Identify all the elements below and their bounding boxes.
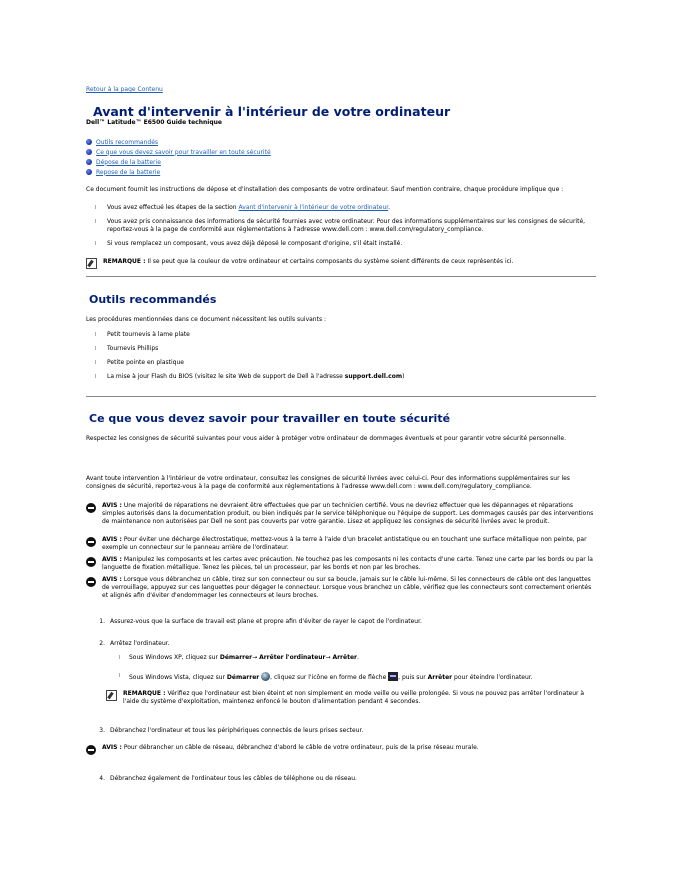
section-divider — [86, 276, 596, 277]
bullet-icon — [86, 139, 92, 145]
shutdown-note: REMARQUE : Vérifiez que l'ordinateur est bien éteint et non simplement en mode veille ou veille prolongée. Si vous ne pouvez pas arrêter l'ordinateur à l'aide du système d'exploitation, maintenez enfoncé le bouton d'alimentation pendant 4 secondes. — [106, 690, 596, 706]
section-title-safety: Ce que vous devez savoir pour travailler en toute sécurité — [89, 412, 451, 425]
warning-icon — [86, 745, 96, 755]
bullet-icon — [86, 169, 92, 175]
bullet-icon — [86, 149, 92, 155]
windows-start-icon — [261, 672, 270, 681]
toc-item-safety — [86, 147, 271, 157]
warning-icon — [86, 537, 96, 547]
section-title-tools: Outils recommandés — [89, 293, 217, 306]
list-item: l La mise à jour Flash du BIOS (visitez le site Web de support de Dell à l'adresse support.dell.com) — [95, 373, 405, 380]
list-item: l Tournevis Phillips — [95, 345, 159, 352]
warning-icon — [86, 503, 96, 513]
toc-link-replace-battery[interactable]: Repose de la batterie — [96, 168, 161, 176]
avis-electrostatic: AVIS : Pour éviter une décharge électrostatique, mettez-vous à la terre à l'aide d'un bracelet antistatique ou en touchant une surface métallique non peinte, par exemple un connecteur sur le panneau arrière de l'ordinateur. — [86, 536, 596, 552]
avis-network: AVIS : Pour débrancher un câble de réseau, débranchez d'abord le câble de votre ordinateur, puis de la prise réseau murale. — [86, 744, 596, 755]
section-divider — [86, 396, 596, 397]
step-1: 1. Assurez-vous que la surface de travail est plane et propre afin d'éviter de rayer le capot de l'ordinateur. — [99, 618, 422, 625]
tools-intro: Les procédures mentionnées dans ce document nécessitent les outils suivants : — [86, 316, 327, 323]
tools-list — [86, 331, 596, 381]
intro-conditions-list — [86, 204, 596, 248]
list-item: l Si vous remplacez un composant, vous avez déjà déposé le composant d'origine, s'il était installé. — [95, 240, 403, 247]
intro-paragraph: Ce document fournit les instructions de dépose et d'installation des composants de votre ordinateur. Sauf mention contraire, chaque procédure implique que : — [86, 186, 564, 193]
doc-subtitle: Dell™ Latitude™ E6500 Guide technique — [86, 119, 222, 126]
safety-intro: Respectez les consignes de sécurité suivantes pour vous aider à protéger votre ordinateur de dommages éventuels et pour garantir votre sécurité personnelle. — [86, 435, 566, 442]
toc-item-tools — [86, 137, 271, 147]
avis-repairs: AVIS : Une majorité de réparations ne devraient être effectuées que par un technicien certifié. Vous ne devriez effectuer que les dépannages et réparations simples autorisés dans la documentation produit, ou bien indiqués par le service téléphonique ou l'équipe de support. Les dommages causés par des interventions de maintenance non autorisées par Dell ne sont pas couverts par votre garantie. Lisez et appliquez les consignes de sécurité livrées avec le produit. — [86, 502, 596, 526]
table-of-contents — [86, 137, 271, 177]
list-item: l Vous avez pris connaissance des informations de sécurité fournies avec votre ordinateur. Pour des informations supplémentaires sur les consignes de sécurité, reportez-vous à la page de conformité aux réglementations à l'adresse www.dell.com : www.dell.com/regulatory_compliance. — [95, 218, 586, 233]
avis-handling: AVIS : Manipulez les composants et les cartes avec précaution. Ne touchez pas les composants ni les contacts d'une carte. Tenez une carte par les bords ou par la languette de fixation métallique. Tenez les pièces, tel un processeur, par les bords et non par les broches. — [86, 556, 596, 572]
step-4: 4. Débranchez également de l'ordinateur tous les câbles de téléphone ou de réseau. — [99, 775, 357, 782]
list-item: l Vous avez effectué les étapes de la section Avant d'intervenir à l'intérieur de votre ordinateur. — [95, 204, 391, 211]
list-item-windows-vista: l Sous Windows Vista, cliquez sur Démarrer , cliquez sur l'icône en forme de flèche , puis sur Arrêter pour éteindre l'ordinateur. — [119, 673, 533, 681]
note-pencil-icon — [86, 258, 97, 269]
toc-link-safety[interactable]: Ce que vous devez savoir pour travailler en toute sécurité — [96, 148, 271, 156]
back-to-contents-link[interactable]: Retour à la page Contenu — [86, 86, 163, 93]
shutdown-options — [86, 654, 596, 682]
step-2: 2. Arrêtez l'ordinateur. — [99, 640, 170, 647]
before-working-link[interactable]: Avant d'intervenir à l'intérieur de votre ordinateur — [238, 204, 389, 211]
arrow-icon — [388, 672, 398, 681]
note-pencil-icon — [106, 690, 117, 701]
toc-item-replace-battery — [86, 167, 271, 177]
page-title: Avant d'intervenir à l'intérieur de votre ordinateur — [93, 104, 451, 119]
safety-paragraph: Avant toute intervention à l'intérieur de votre ordinateur, consultez les consignes de sécurité livrées avec celui-ci. Pour des informations supplémentaires sur les consignes de sécurité, reportez-vous à la page de conformité aux réglementations à l'adresse www.dell.com : www.dell.com/regulatory_compliance. — [86, 475, 570, 490]
bullet-icon — [86, 159, 92, 165]
toc-link-tools[interactable]: Outils recommandés — [96, 138, 159, 146]
list-item: l Petit tournevis à lame plate — [95, 331, 190, 338]
step-3: 3. Débranchez l'ordinateur et tous les périphériques connectés de leurs prises secteur. — [99, 727, 364, 734]
toc-link-remove-battery[interactable]: Dépose de la batterie — [96, 158, 161, 166]
color-note: REMARQUE : Il se peut que la couleur de votre ordinateur et certains composants du système soient différents de ceux représentés ici. — [86, 258, 596, 269]
avis-cables: AVIS : Lorsque vous débranchez un câble, tirez sur son connecteur ou sur sa boucle, jamais sur le câble lui-même. Si les connecteurs de câble ont des languettes de verrouillage, appuyez sur ces languettes pour dégager le connecteur. Lorsque vous branchez un câble, vérifiez que les connecteurs sont correctement orientés et alignés afin d'éviter d'endommager les connecteurs et leurs broches. — [86, 576, 596, 600]
list-item: l Petite pointe en plastique — [95, 359, 184, 366]
list-item-windows-xp: l Sous Windows XP, cliquez sur Démarrer→ Arrêter l'ordinateur→ Arrêter. — [119, 654, 359, 661]
warning-icon — [86, 577, 96, 587]
toc-item-remove-battery — [86, 157, 271, 167]
warning-icon — [86, 557, 96, 567]
